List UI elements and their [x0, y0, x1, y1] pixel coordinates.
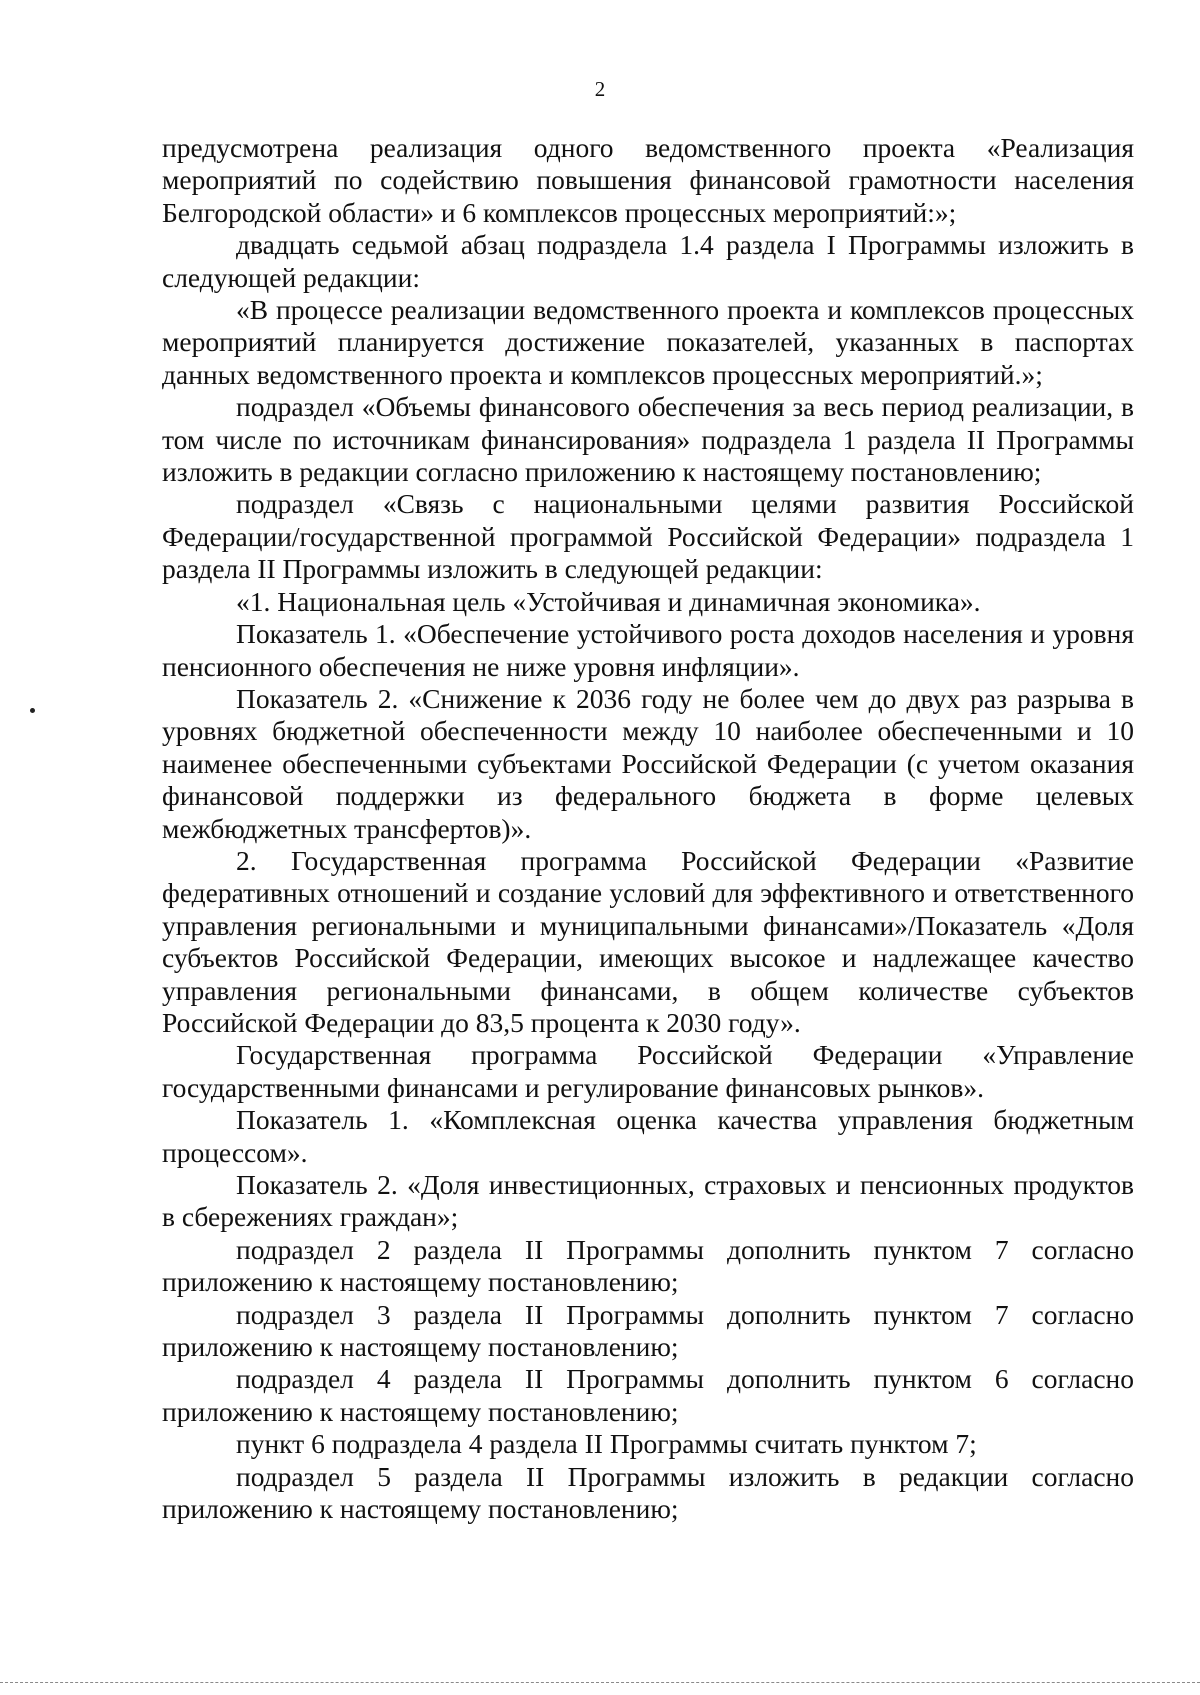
paragraph: 2. Государственная программа Российской Федерации «Развитие федеративных отношений и создание условий для эффективного и ответственного управления региональными и муниципальными финансами»/Показатель «Доля субъектов Российской Федерации, имеющих высокое и надлежащее качество управления региональными финансами, в общем количестве субъектов Российской Федерации до 83,5 процента к 2030 году».: [162, 844, 1134, 1038]
page-number: 2: [594, 77, 606, 101]
paragraph: Государственная программа Российской Федерации «Управление государственными финансами и регулирование финансовых рынков».: [162, 1039, 1134, 1103]
document-body: [162, 132, 1134, 1525]
paragraph: Показатель 2. «Доля инвестиционных, страховых и пенсионных продуктов в сбережениях граждан»;: [162, 1169, 1134, 1233]
paragraph: предусмотрена реализация одного ведомственного проекта «Реализация мероприятий по содействию повышения финансовой грамотности населения Белгородской области» и 6 комплексов процессных мероприятий:»;: [162, 132, 1134, 228]
paragraph: «В процессе реализации ведомственного проекта и комплексов процессных мероприятий планируется достижение показателей, указанных в паспортах данных ведомственного проекта и комплексов процессных мероприятий.»;: [162, 294, 1134, 390]
scan-artifact-dot: [30, 708, 35, 713]
paragraph: Показатель 1. «Обеспечение устойчивого роста доходов населения и уровня пенсионного обеспечения не ниже уровня инфляции».: [162, 618, 1134, 682]
paragraph: подраздел 4 раздела II Программы дополнить пунктом 6 согласно приложению к настоящему постановлению;: [162, 1363, 1134, 1427]
paragraph: подраздел 5 раздела II Программы изложить в редакции согласно приложению к настоящему постановлению;: [162, 1460, 1134, 1525]
paragraph: пункт 6 подраздела 4 раздела II Программы считать пунктом 7;: [236, 1428, 977, 1460]
paragraph: двадцать седьмой абзац подраздела 1.4 раздела I Программы изложить в следующей редакции:: [162, 229, 1134, 293]
paragraph: подраздел 3 раздела II Программы дополнить пунктом 7 согласно приложению к настоящему постановлению;: [162, 1298, 1134, 1363]
paragraph: подраздел «Объемы финансового обеспечения за весь период реализации, в том числе по источникам финансирования» подраздела 1 раздела II Программы изложить в редакции согласно приложению к настоящему постановлению;: [162, 391, 1134, 488]
paragraph: Показатель 1. «Комплексная оценка качества управления бюджетным процессом».: [162, 1104, 1134, 1168]
paragraph: подраздел «Связь с национальными целями развития Российской Федерации/государственной программой Российской Федерации» подраздела 1 раздела II Программы изложить в следующей редакции:: [162, 488, 1134, 585]
paragraph: подраздел 2 раздела II Программы дополнить пунктом 7 согласно приложению к настоящему постановлению;: [162, 1233, 1134, 1298]
paragraph: «1. Национальная цель «Устойчивая и динамичная экономика».: [236, 585, 981, 617]
scan-edge-line: [0, 1682, 1200, 1683]
paragraph: Показатель 2. «Снижение к 2036 году не более чем до двух раз разрыва в уровнях бюджетной обеспеченности между 10 наиболее обеспеченными и 10 наименее обеспеченными субъектами Российской Федерации (с учетом оказания финансовой поддержки из федерального бюджета в форме целевых межбюджетных трансфертов)».: [162, 682, 1134, 844]
